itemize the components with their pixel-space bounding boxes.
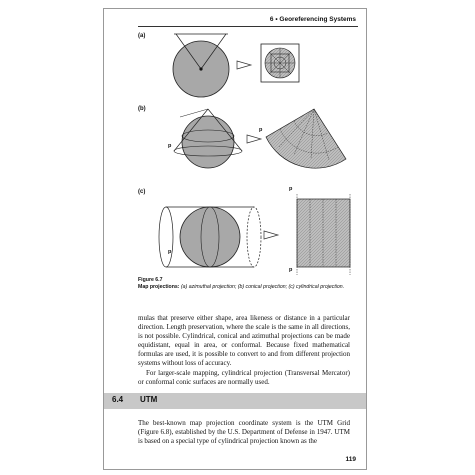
point-label-c-sphere: p	[168, 249, 172, 255]
caption-intro: Map projections:	[138, 284, 181, 291]
page-number: 119	[345, 456, 356, 463]
point-label-b-sphere: p	[168, 143, 172, 149]
running-head: 6 • Georeferencing Systems	[269, 16, 356, 23]
body-text	[138, 314, 350, 387]
section-number: 6.4	[112, 395, 124, 404]
body-paragraph-1: mulas that preserve either shape, area likeness or distance in a particular direction. Length preservation, where the scale is the same in all directions, is not possible. Cylindrical, conical and azimuthal projections can be made equidistant, equal in area, or conformal. Because fixed mathematical formulas are used, it is possible to convert to and from different projection systems without loss of accuracy.	[138, 314, 350, 368]
book-page	[103, 8, 367, 470]
conical-sphere	[174, 109, 242, 168]
section-title: UTM	[140, 395, 158, 404]
projection-figure	[104, 9, 366, 279]
panel-label-b: (b)	[138, 106, 146, 112]
section-heading	[112, 395, 157, 404]
conical-arrow	[247, 135, 261, 143]
azimuthal-plane-map	[261, 44, 299, 82]
figure-caption	[138, 277, 348, 291]
cylinder-sphere	[159, 207, 261, 267]
point-label-c-map-bottom: p	[289, 267, 293, 273]
panel-label-c: (c)	[138, 189, 146, 195]
point-label-b-map: p	[259, 127, 263, 133]
figure-number: Figure 6.7	[138, 277, 163, 283]
point-label-c-map-top: p	[289, 186, 293, 192]
cylinder-arrow	[264, 231, 278, 239]
conical-fan-map	[266, 109, 346, 168]
cylinder-rectangle-map	[297, 194, 350, 275]
azimuthal-arrow	[237, 61, 251, 69]
caption-text: (a) azimuthal projection; (b) conical projection; (c) cylindrical projection.	[180, 284, 345, 291]
body-paragraph-2: For larger-scale mapping, cylindrical projection (Transversal Mercator) or conformal conic surfaces are normally used.	[138, 368, 350, 386]
section-body-text	[138, 419, 350, 446]
section-paragraph-1: The best-known map projection coordinate system is the UTM Grid (Figure 6.8), established by the U.S. Department of Defense in 1947. UTM is based on a special type of cylindrical projection known as the	[138, 419, 350, 446]
panel-label-a: (a)	[138, 33, 146, 39]
azimuthal-sphere	[173, 34, 229, 97]
